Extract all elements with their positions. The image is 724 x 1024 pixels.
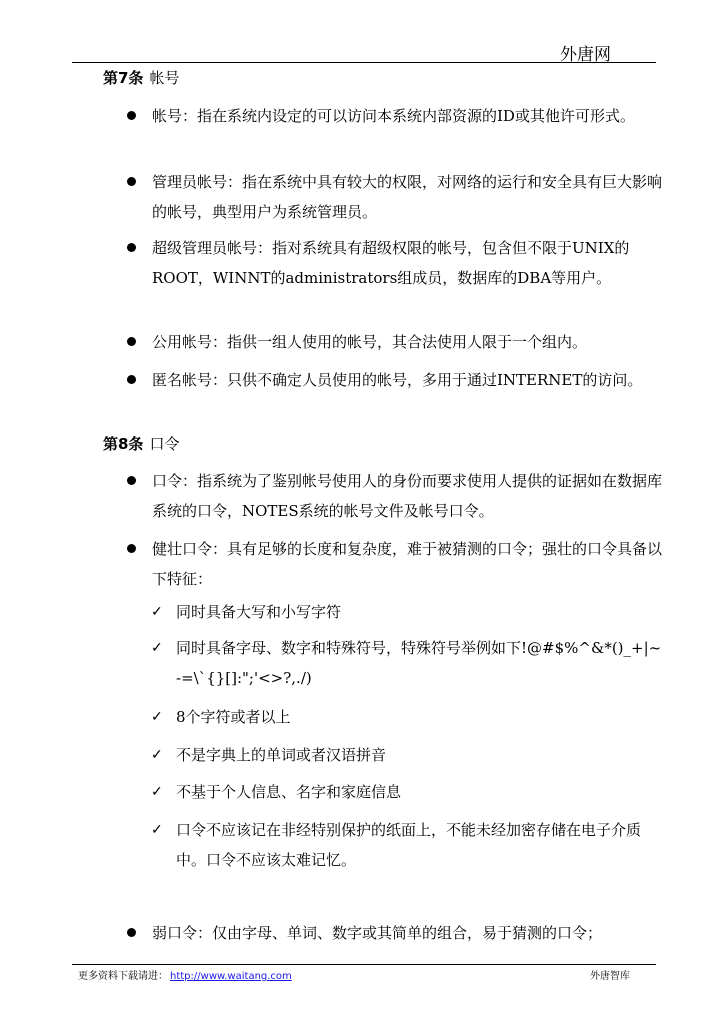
- bullet-dot-icon: [127, 337, 136, 346]
- list-item: 管理员帐号：指在系统中具有较大的权限，对网络的运行和安全具有巨大影响的帐号，典型用户为系统管理员。: [152, 173, 663, 221]
- list-item: 匿名帐号：只供不确定人员使用的帐号，多用于通过INTERNET的访问。: [152, 371, 643, 389]
- article-7-heading: [103, 68, 179, 88]
- bullet-dot-icon: [127, 375, 136, 384]
- article-title: 口令: [149, 435, 180, 453]
- checkmark-icon: ✓: [151, 604, 163, 620]
- list-item: 超级管理员帐号：指对系统具有超级权限的帐号，包含但不限于UNIX的ROOT，WINNT的administrators组成员，数据库的DBA等用户。: [152, 239, 630, 287]
- article-number: 第7条: [103, 69, 144, 87]
- bullet-dot-icon: [127, 111, 136, 120]
- article-8-heading: [103, 434, 179, 454]
- bullet-dot-icon: [127, 243, 136, 252]
- list-item: 口令：指系统为了鉴别帐号使用人的身份而要求使用人提供的证据如在数据库系统的口令，NOTES系统的帐号文件及帐号口令。: [152, 472, 663, 520]
- check-item: 8个字符或者以上: [176, 708, 291, 726]
- list-item: 帐号：指在系统内设定的可以访问本系统内部资源的ID或其他许可形式。: [152, 107, 635, 125]
- footer-label: 更多资料下载请进：: [78, 971, 168, 982]
- bullet-dot-icon: [127, 544, 136, 553]
- check-item: 同时具备大写和小写字符: [176, 603, 342, 621]
- checkmark-icon: ✓: [151, 822, 163, 838]
- checkmark-icon: ✓: [151, 747, 163, 763]
- checkmark-icon: ✓: [151, 709, 163, 725]
- bullet-dot-icon: [127, 177, 136, 186]
- check-item: 口令不应该记在非经特别保护的纸面上，不能未经加密存储在电子介质中。口令不应该太难记忆。: [176, 821, 642, 869]
- article-number: 第8条: [103, 435, 144, 453]
- list-item: 健壮口令：具有足够的长度和复杂度，难于被猜测的口令；强壮的口令具备以下特征：: [152, 540, 663, 588]
- article-title: 帐号: [149, 69, 180, 87]
- list-item: 弱口令：仅由字母、单词、数字或其简单的组合，易于猜测的口令；: [152, 924, 603, 942]
- footer-brand: 外唐智库: [590, 971, 630, 982]
- list-item: 公用帐号：指供一组人使用的帐号，其合法使用人限于一个组内。: [152, 333, 588, 351]
- checkmark-icon: ✓: [151, 784, 163, 800]
- footer-divider: [72, 964, 656, 965]
- footer-download-note: [78, 967, 292, 982]
- bullet-dot-icon: [127, 928, 136, 937]
- bullet-dot-icon: [127, 476, 136, 485]
- check-item: 同时具备字母、数字和特殊符号，特殊符号举例如下!@#$%^&*()_+|~-=\`{}[]:";'<>?,./): [176, 639, 662, 687]
- check-item: 不是字典上的单词或者汉语拼音: [176, 746, 387, 764]
- header-divider: [72, 62, 656, 63]
- checkmark-icon: ✓: [151, 640, 163, 656]
- check-item: 不基于个人信息、名字和家庭信息: [176, 783, 402, 801]
- header-brand: 外唐网: [560, 45, 611, 65]
- footer-link[interactable]: http://www.waitang.com: [170, 971, 292, 982]
